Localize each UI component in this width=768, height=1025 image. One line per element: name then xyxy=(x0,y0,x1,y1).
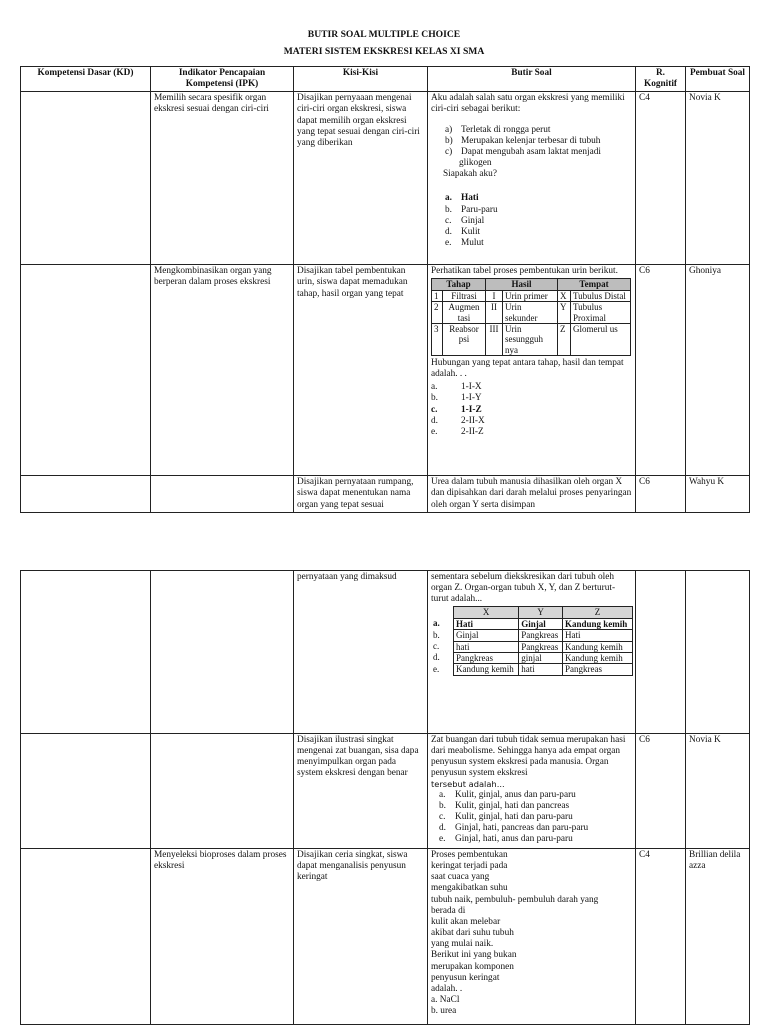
option-text: Paru-paru xyxy=(461,204,498,215)
table-row xyxy=(21,571,750,734)
list-item xyxy=(445,135,632,147)
kisi-cell: Disajikan ceria singkat, siswa dapat menganalisis penyusun keringat xyxy=(294,849,428,1025)
option-text: Kulit, ginjal, hati dan pancreas xyxy=(455,800,570,811)
inner-cell: Urin primer xyxy=(503,290,558,301)
table-header-row xyxy=(21,67,750,92)
r-kognitif-cell: C4 xyxy=(636,92,686,265)
stem-line: mengakibatkan suhu xyxy=(431,883,508,894)
option-item xyxy=(445,204,632,216)
inner-cell: Pangkreas xyxy=(519,641,563,652)
option-label: b. xyxy=(445,204,452,215)
kd-cell xyxy=(21,734,151,849)
option-text: Kulit, ginjal, anus dan paru-paru xyxy=(455,789,576,800)
inner-cell: Glomerul us xyxy=(571,323,631,355)
option-label: d. xyxy=(445,226,452,237)
r-kognitif-cell: C4 xyxy=(636,849,686,1025)
table-row xyxy=(21,734,750,849)
inner-cell: hati xyxy=(519,664,563,675)
stem-line: yang mulai naik. xyxy=(431,939,494,950)
inner-cell: Pangkreas xyxy=(454,652,519,663)
option-text: 2-II-Z xyxy=(461,426,484,437)
inner-row xyxy=(431,641,633,652)
stem-line: tubuh naik, pembuluh- pembuluh darah yang xyxy=(431,894,599,905)
table-row xyxy=(21,265,750,476)
option-label: d. xyxy=(439,823,446,834)
inner-cell: Urin sesungguh nya xyxy=(503,323,558,355)
option-label: c. xyxy=(433,641,440,651)
header-ipk: Indikator Pencapaian Kompetensi (IPK) xyxy=(151,67,294,92)
option-text: 1-I-Y xyxy=(461,393,482,404)
table-row xyxy=(21,849,750,1025)
r-kognitif-cell xyxy=(636,571,686,734)
option-item xyxy=(439,834,632,845)
ipk-cell: Mengkombinasikan organ yang berperan dalam proses ekskresi xyxy=(151,265,294,476)
list-item xyxy=(445,124,632,136)
question-stem: Zat buangan dari tubuh tidak semua merupakan hasi dari meabolisme. Sehingga hanya ada empat organ penyusun system ekskresi pada manusia. Organ penyusun system ekskresi xyxy=(431,735,626,779)
inner-cell: 1 xyxy=(432,290,443,301)
option-text: Kulit, ginjal, hati dan paru-paru xyxy=(455,811,573,822)
pembuat-cell: Novia K xyxy=(686,92,750,265)
inner-cell: Ginjal xyxy=(454,630,519,641)
butir-soal-cell xyxy=(428,849,636,1025)
option-label: e. xyxy=(439,834,446,845)
header-kisi: Kisi-Kisi xyxy=(294,67,428,92)
option-item xyxy=(431,416,632,427)
question-text: Hubungan yang tepat antara tahap, hasil dan tempat adalah. . . xyxy=(431,357,624,380)
item-text: Merupakan kelenjar terbesar di tubuh xyxy=(461,135,601,146)
inner-row xyxy=(432,323,631,355)
kisi-cell: Disajikan ilustrasi singkat mengenai zat buangan, sisa dapa menyimpulkan organ pada system ekskresi dengan benar xyxy=(294,734,428,849)
option-text: Hati xyxy=(461,193,479,204)
inner-header: Hasil xyxy=(486,279,558,290)
option-text: 1-I-Z xyxy=(461,404,482,415)
ipk-cell: Menyeleksi bioproses dalam proses ekskresi xyxy=(151,849,294,1025)
inner-cell: Kandung kemih xyxy=(562,618,632,629)
question-text: Siapakah aku? xyxy=(443,169,497,180)
item-label: a) xyxy=(445,124,453,135)
stem-line: penyusun keringat xyxy=(431,972,500,983)
item-text: Terletak di rongga perut xyxy=(461,124,551,135)
kisi-cell: Disajikan pernyaaan mengenai ciri-ciri organ ekskresi, siswa dapat memilih organ ekskresi yang tepat sesuai dengan ciri-ciri yang diberikan xyxy=(294,92,428,265)
inner-cell: Pangkreas xyxy=(519,630,563,641)
inner-cell: 2 xyxy=(432,302,443,324)
option-text: 2-II-X xyxy=(461,415,485,426)
kd-cell xyxy=(21,849,151,1025)
stem-line: keringat terjadi pada xyxy=(431,861,508,872)
question-stem: Perhatikan tabel proses pembentukan urin berikut. xyxy=(431,266,618,277)
butir-soal-cell: Urea dalam tubuh manusia dihasilkan oleh organ X dan dipisahkan dari darah melalui proses penyaringan oleh organ Y serta disimpan xyxy=(428,476,636,512)
header-butir-soal: Butir Soal xyxy=(428,67,636,92)
butir-soal-cell xyxy=(428,571,636,734)
inner-cell: II xyxy=(486,302,503,324)
stem-line: merupakan komponen xyxy=(431,961,514,972)
inner-cell: Kandung kemih xyxy=(562,652,632,663)
inner-row xyxy=(432,290,631,301)
inner-cell: Reabsor psi xyxy=(443,323,486,355)
ipk-cell xyxy=(151,476,294,512)
question-table-page-2 xyxy=(20,570,750,1025)
kisi-cell: pernyataan yang dimaksud xyxy=(294,571,428,734)
option-item xyxy=(445,215,632,227)
butir-soal-cell xyxy=(428,265,636,476)
option-label: e. xyxy=(433,663,440,674)
option-text: 1-I-X xyxy=(461,382,482,393)
inner-cell: Tubulus Proximal xyxy=(571,302,631,324)
option-label: a. xyxy=(439,789,446,800)
document-subtitle: MATERI SISTEM EKSKRESI KELAS XI SMA xyxy=(283,46,485,57)
option-label: c. xyxy=(445,215,452,226)
stem-line: Proses pembentukan xyxy=(431,850,508,860)
option-label: b. xyxy=(431,393,438,404)
inner-cell: Tubulus Distal xyxy=(571,290,631,301)
option-label: a. xyxy=(431,382,438,393)
trait-list xyxy=(431,125,632,170)
inner-cell: Pangkreas xyxy=(562,664,632,675)
ipk-cell: Memilih secara spesifik organ ekskresi sesuai dengan ciri-ciri xyxy=(151,92,294,265)
stem-line: saat cuaca yang xyxy=(431,872,490,883)
option-item xyxy=(445,238,632,249)
inner-cell: Augmen tasi xyxy=(443,302,486,324)
inner-cell: Urin sekunder xyxy=(503,302,558,324)
inner-cell: Y xyxy=(558,302,571,324)
option-text: Kulit xyxy=(461,226,481,237)
inner-row xyxy=(431,618,633,629)
inner-header: Z xyxy=(562,607,632,618)
option-list xyxy=(431,790,632,846)
kd-cell xyxy=(21,476,151,512)
item-label: c) xyxy=(445,146,453,157)
option-label: a. xyxy=(433,618,440,629)
question-stem: Aku adalah salah satu organ ekskresi yang memiliki ciri-ciri sebagai berikut: xyxy=(431,93,625,115)
list-item xyxy=(445,146,632,169)
stem-line: kulit akan melebar xyxy=(431,916,501,927)
kd-cell xyxy=(21,92,151,265)
inner-cell: Hati xyxy=(454,618,519,629)
question-stem: sementara sebelum diekskresikan dari tubuh oleh organ Z. Organ-organ tubuh X, Y, dan Z berturut- turut adalah... xyxy=(431,572,616,605)
option-item: a. NaCl xyxy=(431,995,460,1006)
option-item xyxy=(439,811,632,823)
option-item xyxy=(439,823,632,834)
option-item xyxy=(431,405,632,416)
pembuat-cell: Brillian delila azza xyxy=(686,849,750,1025)
ipk-cell xyxy=(151,571,294,734)
option-label: d. xyxy=(433,652,440,663)
option-label: c. xyxy=(431,404,438,415)
option-item xyxy=(431,393,632,404)
document-title: BUTIR SOAL MULTIPLE CHOICE xyxy=(307,29,461,40)
option-item xyxy=(445,226,632,238)
pembuat-cell: Ghoniya xyxy=(686,265,750,476)
option-text: Ginjal, hati, pancreas dan paru-paru xyxy=(455,823,589,834)
inner-row xyxy=(431,630,633,641)
question-table-page-1 xyxy=(20,66,750,513)
option-label: e. xyxy=(431,426,438,437)
inner-cell: Ginjal xyxy=(519,618,563,629)
inner-row xyxy=(431,664,633,675)
option-label: a. xyxy=(445,193,452,204)
option-label: e. xyxy=(445,238,452,249)
option-label: d. xyxy=(431,415,438,426)
option-item xyxy=(445,193,632,204)
option-item: b. urea xyxy=(431,1006,457,1017)
r-kognitif-cell: C6 xyxy=(636,476,686,512)
option-item xyxy=(431,382,632,393)
option-list xyxy=(431,193,632,249)
option-item xyxy=(439,789,632,801)
option-text: Mulut xyxy=(461,238,484,249)
option-text: Ginjal, hati, anus dan paru-paru xyxy=(455,834,573,845)
inner-cell: Z xyxy=(558,323,571,355)
butir-soal-cell xyxy=(428,92,636,265)
inner-cell: X xyxy=(558,290,571,301)
question-text: tersebut adalah... xyxy=(431,778,505,789)
table-row xyxy=(21,92,750,265)
option-item xyxy=(431,427,632,438)
r-kognitif-cell: C6 xyxy=(636,265,686,476)
table-row xyxy=(21,476,750,512)
inner-header: X xyxy=(454,607,519,618)
inner-header: Tahap xyxy=(432,279,486,290)
pembuat-cell: Novia K xyxy=(686,734,750,849)
pembuat-cell xyxy=(686,571,750,734)
pembuat-cell: Wahyu K xyxy=(686,476,750,512)
butir-soal-cell xyxy=(428,734,636,849)
stem-line: Berikut ini yang bukan xyxy=(431,950,517,961)
kd-cell xyxy=(21,265,151,476)
inner-row xyxy=(432,302,631,324)
stem-line: adalah. . xyxy=(431,983,463,994)
inner-cell: Kandung kemih xyxy=(562,641,632,652)
kisi-cell: Disajikan tabel pembentukan urin, siswa dapat memadukan tahap, hasil organ yang tepat xyxy=(294,265,428,476)
inner-row xyxy=(431,652,633,663)
urine-process-table xyxy=(431,278,631,355)
inner-cell: Kandung kemih xyxy=(454,664,519,675)
option-label: b. xyxy=(433,629,440,640)
stem-line: akibat dari suhu tubuh xyxy=(431,928,514,939)
r-kognitif-cell: C6 xyxy=(636,734,686,849)
inner-cell: Hati xyxy=(562,630,632,641)
item-text: Dapat mengubah asam laktat menjadi glikogen xyxy=(459,146,601,169)
option-item xyxy=(439,800,632,812)
inner-cell: 3 xyxy=(432,323,443,355)
header-pembuat: Pembuat Soal xyxy=(686,67,750,92)
option-list xyxy=(431,382,632,438)
kisi-cell: Disajikan pernyataan rumpang, siswa dapat menentukan nama organ yang tepat sesuai xyxy=(294,476,428,512)
inner-cell: hati xyxy=(454,641,519,652)
inner-header: Tempat xyxy=(558,279,631,290)
inner-cell: III xyxy=(486,323,503,355)
item-label: b) xyxy=(445,135,453,146)
option-text: Ginjal xyxy=(461,215,485,226)
option-label: b. xyxy=(439,800,446,811)
header-kd: Kompetensi Dasar (KD) xyxy=(21,67,151,92)
kd-cell xyxy=(21,571,151,734)
inner-cell: Filtrasi xyxy=(443,290,486,301)
organ-option-table xyxy=(431,606,633,675)
option-label: c. xyxy=(439,811,446,822)
inner-cell: ginjal xyxy=(519,652,563,663)
header-r-kognitif: R. Kognitif xyxy=(636,67,686,92)
stem-line: berada di xyxy=(431,905,466,916)
ipk-cell xyxy=(151,734,294,849)
inner-cell: I xyxy=(486,290,503,301)
inner-header: Y xyxy=(519,607,563,618)
